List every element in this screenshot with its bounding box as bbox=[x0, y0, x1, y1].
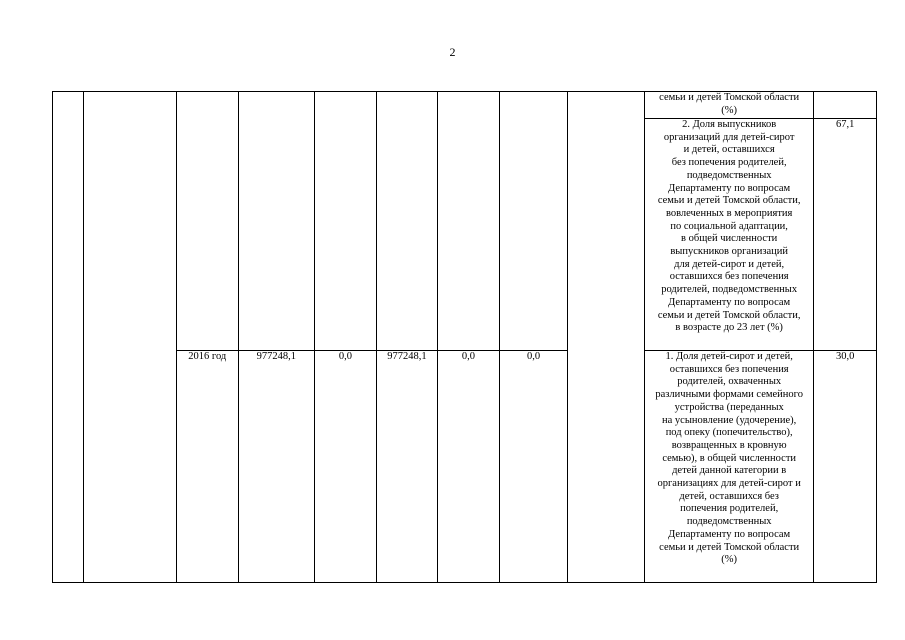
table-cell-indicator-name-col bbox=[568, 92, 645, 583]
indicator-value: 67,1 bbox=[814, 119, 877, 351]
indicator-value: 30,0 bbox=[814, 351, 877, 583]
table-cell-regional bbox=[376, 92, 438, 351]
table-cell-number bbox=[53, 92, 84, 583]
indicator-name: семьи и детей Томской области (%) bbox=[644, 92, 813, 119]
table-cell-name bbox=[84, 92, 177, 583]
table-cell-total bbox=[238, 92, 315, 351]
total-cell: 977248,1 bbox=[238, 351, 315, 583]
year-cell: 2016 год bbox=[177, 351, 239, 583]
federal-cell: 0,0 bbox=[315, 351, 377, 583]
regional-cell: 977248,1 bbox=[376, 351, 438, 583]
table-cell-other bbox=[499, 92, 568, 351]
table-row bbox=[53, 92, 877, 119]
indicator-name: 2. Доля выпускников организаций для детей-сирот и детей, оставшихся без попечения родителей, подведомственных Департаменту по вопросам семьи и детей Томской области, вовлеченных в мероприятия по социальной адаптации, в общей численности выпускников организаций для детей-сирот и детей, оставшихся без попечения родителей, подведомственных Департаменту по вопросам семьи и детей Томской области, в возрасте до 23 лет (%) bbox=[644, 119, 813, 351]
table-row bbox=[53, 351, 877, 583]
program-table bbox=[52, 91, 877, 583]
table-cell-local bbox=[438, 92, 500, 351]
table-cell-federal bbox=[315, 92, 377, 351]
indicator-name: 1. Доля детей-сирот и детей, оставшихся без попечения родителей, охваченных различными формами семейного устройства (переданных на усыновление (удочерение), под опеку (попечительство), возвращенных в кровную семью), в общей численности детей данной категории в организациях для детей-сирот и детей, оставшихся без попечения родителей, подведомственных Департаменту по вопросам семьи и детей Томской области (%) bbox=[644, 351, 813, 583]
other-cell: 0,0 bbox=[499, 351, 568, 583]
table-cell-year bbox=[177, 92, 239, 351]
page-number: 2 bbox=[449, 45, 456, 59]
indicator-value bbox=[814, 92, 877, 119]
local-cell: 0,0 bbox=[438, 351, 500, 583]
